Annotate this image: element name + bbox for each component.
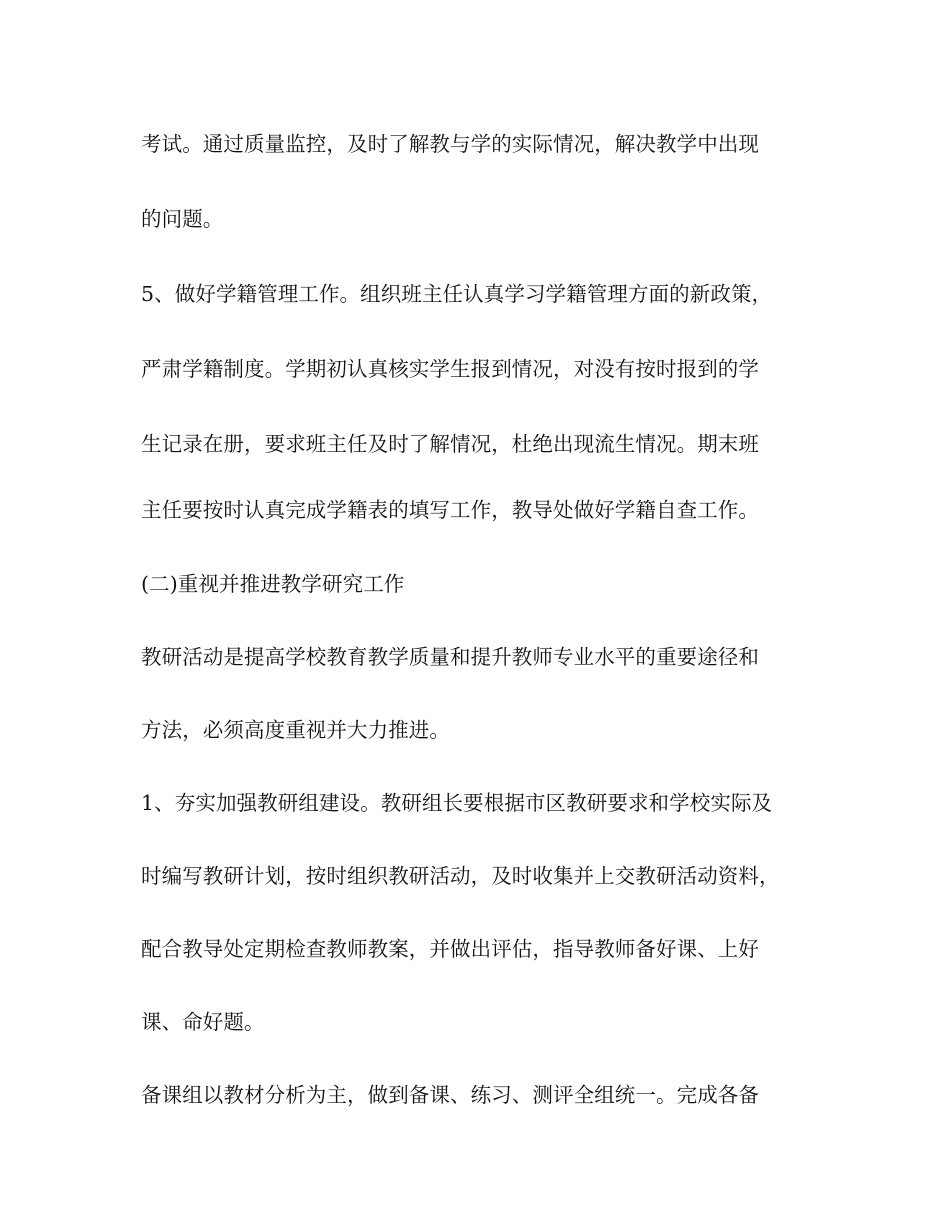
- text-line: 1、夯实加强教研组建设。教研组长要根据市区教研要求和学校实际及: [141, 791, 773, 815]
- text-line: 教研活动是提高学校教育教学质量和提升教师专业水平的重要途径和: [141, 645, 759, 669]
- text-line: 生记录在册，要求班主任及时了解情况，杜绝出现流生情况。期末班: [141, 432, 759, 456]
- text-line: 配合教导处定期检查教师教案，并做出评估，指导教师备好课、上好: [141, 937, 759, 961]
- text-line: 5、做好学籍管理工作。组织班主任认真学习学籍管理方面的新政策，: [141, 282, 773, 306]
- text-line: 备课组以教材分析为主，做到备课、练习、测评全组统一。完成各备: [141, 1083, 759, 1107]
- text-line: 考试。通过质量监控，及时了解教与学的实际情况，解决教学中出现: [141, 132, 759, 156]
- text-line: 方法，必须高度重视并大力推进。: [141, 718, 450, 742]
- section-heading: (二)重视并推进教学研究工作: [141, 572, 405, 596]
- text-line: 严肃学籍制度。学期初认真核实学生报到情况，对没有按时报到的学: [141, 357, 759, 381]
- text-line: 课、命好题。: [141, 1010, 265, 1034]
- text-line: 主任要按时认真完成学籍表的填写工作，教导处做好学籍自查工作。: [141, 498, 759, 522]
- text-line: 时编写教研计划，按时组织教研活动，及时收集并上交教研活动资料，: [141, 864, 780, 888]
- text-line: 的问题。: [141, 207, 224, 231]
